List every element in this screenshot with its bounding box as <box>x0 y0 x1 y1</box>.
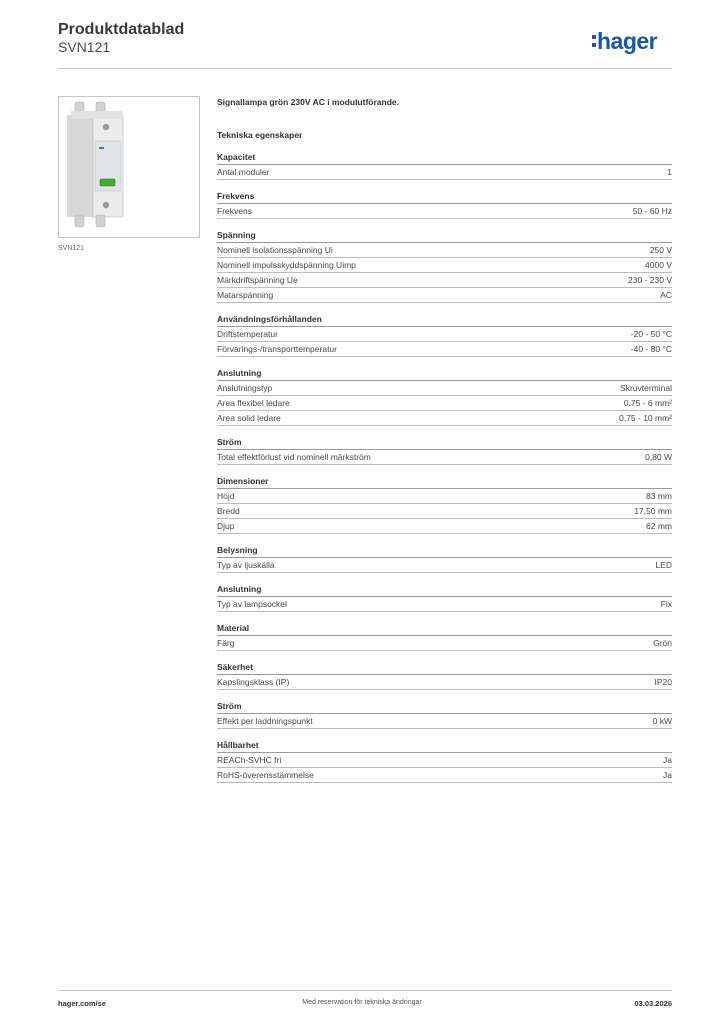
spec-section-title: Anslutning <box>217 582 672 597</box>
spec-section <box>217 366 672 426</box>
spec-row <box>217 327 672 342</box>
spec-section-title: Anslutning <box>217 366 672 381</box>
spec-section <box>217 543 672 573</box>
spec-section <box>217 228 672 303</box>
spec-label: Area solid ledare <box>217 413 281 423</box>
footer-date: 03.03.2026 <box>634 999 672 1008</box>
spec-section <box>217 582 672 612</box>
spec-value: 0.75 - 6 mm² <box>623 398 672 408</box>
spec-label: Höjd <box>217 491 235 501</box>
spec-section <box>217 312 672 357</box>
spec-value: 4000 V <box>645 260 672 270</box>
spec-label: Djup <box>217 521 235 531</box>
spec-label: Nominell impulsskyddspänning Uimp <box>217 260 356 270</box>
product-image <box>58 96 200 238</box>
spec-value: LED <box>655 560 672 570</box>
spec-label: Bredd <box>217 506 240 516</box>
spec-row <box>217 558 672 573</box>
spec-section-title: Belysning <box>217 543 672 558</box>
spec-row <box>217 450 672 465</box>
footer-website: hager.com/se <box>58 999 106 1008</box>
tech-specs-heading: Tekniska egenskaper <box>217 130 303 140</box>
product-description: Signallampa grön 230V AC i modulutförande. <box>217 97 399 107</box>
spec-label: Frekvens <box>217 206 252 216</box>
spec-row <box>217 504 672 519</box>
spec-value: Ja <box>663 770 672 780</box>
spec-section-title: Kapacitet <box>217 150 672 165</box>
hager-logo <box>592 28 657 54</box>
spec-value: Skruvterminal <box>620 383 672 393</box>
spec-value: 17,50 mm <box>634 506 672 516</box>
spec-section <box>217 189 672 219</box>
spec-label: Färg <box>217 638 235 648</box>
spec-section-title: Dimensioner <box>217 474 672 489</box>
spec-label: Märkdriftspänning Ue <box>217 275 298 285</box>
spec-section <box>217 474 672 534</box>
spec-label: REACh-SVHC fri <box>217 755 282 765</box>
spec-label: Matarspänning <box>217 290 274 300</box>
spec-label: Förvarings-/transporttemperatur <box>217 344 337 354</box>
spec-value: 0.75 - 10 mm² <box>619 413 672 423</box>
spec-value: 83 mm <box>646 491 672 501</box>
spec-section-title: Frekvens <box>217 189 672 204</box>
spec-label: Typ av lampsockel <box>217 599 287 609</box>
product-code: SVN121 <box>58 39 111 55</box>
spec-value: -40 - 80 °C <box>630 344 672 354</box>
spec-section-title: Användningsförhållanden <box>217 312 672 327</box>
spec-label: Effekt per laddningspunkt <box>217 716 313 726</box>
spec-value: IP20 <box>654 677 672 687</box>
spec-row <box>217 165 672 180</box>
spec-label: Nominell isolationsspänning Ui <box>217 245 333 255</box>
spec-section-title: Material <box>217 621 672 636</box>
logo-text: hager <box>597 28 658 54</box>
spec-label: Antal moduler <box>217 167 270 177</box>
spec-section <box>217 621 672 651</box>
spec-section-title: Spänning <box>217 228 672 243</box>
spec-value: 62 mm <box>646 521 672 531</box>
spec-label: Anslutningstyp <box>217 383 273 393</box>
spec-value: AC <box>660 290 672 300</box>
spec-row <box>217 636 672 651</box>
spec-row <box>217 342 672 357</box>
spec-row <box>217 411 672 426</box>
spec-section <box>217 150 672 180</box>
spec-value: Ja <box>663 755 672 765</box>
spec-label: Driftstemperatur <box>217 329 278 339</box>
spec-label: Kapslingsklass (IP) <box>217 677 290 687</box>
spec-section <box>217 660 672 690</box>
spec-value: Grön <box>653 638 672 648</box>
footer-divider <box>58 990 672 991</box>
spec-value: 250 V <box>649 245 672 255</box>
spec-row <box>217 753 672 768</box>
spec-row <box>217 396 672 411</box>
spec-section-title: Ström <box>217 699 672 714</box>
spec-label: Total effektförlust vid nominell märkström <box>217 452 371 462</box>
spec-value: Fix <box>660 599 672 609</box>
spec-table <box>217 150 672 792</box>
spec-label: RoHS-överensstämmelse <box>217 770 314 780</box>
spec-section <box>217 699 672 729</box>
spec-section <box>217 738 672 783</box>
spec-value: 0 kW <box>652 716 672 726</box>
spec-row <box>217 381 672 396</box>
spec-section-title: Säkerhet <box>217 660 672 675</box>
spec-row <box>217 288 672 303</box>
spec-row <box>217 597 672 612</box>
spec-section-title: Hållbarhet <box>217 738 672 753</box>
spec-section <box>217 435 672 465</box>
spec-row <box>217 273 672 288</box>
spec-row <box>217 243 672 258</box>
spec-value: 230 - 230 V <box>628 275 672 285</box>
footer-disclaimer: Med reservation för tekniska ändringar <box>302 999 422 1006</box>
spec-row <box>217 714 672 729</box>
header-divider <box>58 68 672 69</box>
image-caption: SVN121 <box>58 245 85 252</box>
modular-indicator-light-icon <box>59 97 199 237</box>
spec-row <box>217 675 672 690</box>
spec-row <box>217 489 672 504</box>
spec-row <box>217 519 672 534</box>
spec-value: 50 - 60 Hz <box>632 206 672 216</box>
spec-label: Typ av ljuskälla <box>217 560 275 570</box>
spec-row <box>217 768 672 783</box>
spec-row <box>217 204 672 219</box>
spec-section-title: Ström <box>217 435 672 450</box>
logo-dots-icon <box>592 35 596 51</box>
spec-value: -20 - 50 °C <box>630 329 672 339</box>
spec-row <box>217 258 672 273</box>
document-title: Produktdatablad <box>58 21 185 38</box>
spec-value: 1 <box>667 167 672 177</box>
spec-value: 0,80 W <box>645 452 672 462</box>
spec-label: Area flexibel ledare <box>217 398 290 408</box>
